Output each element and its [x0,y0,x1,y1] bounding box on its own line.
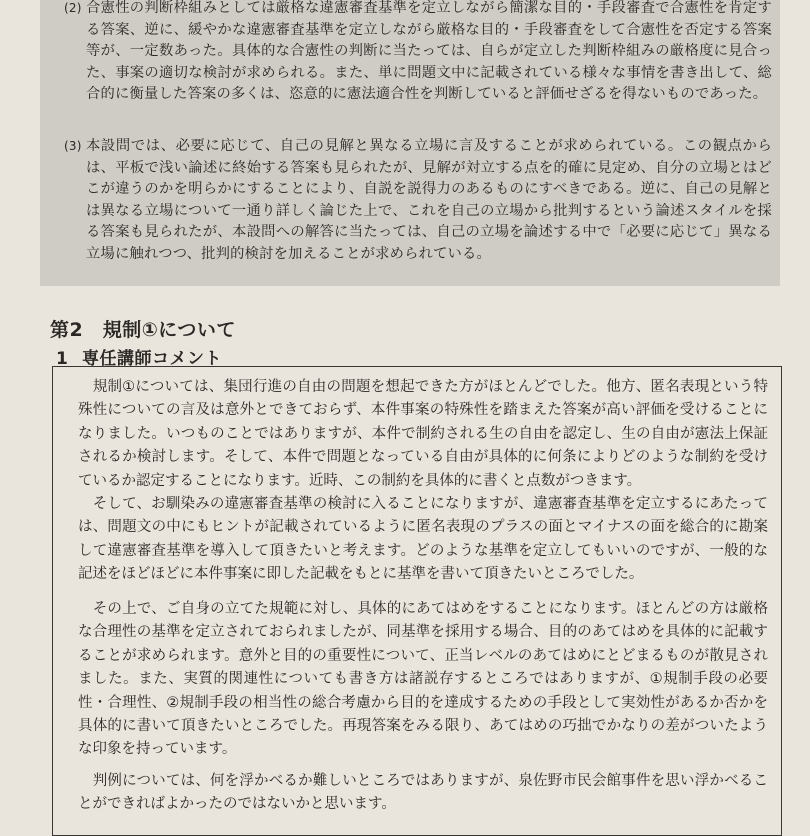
item-text: 合憲性の判断枠組みとしては厳格な違憲審査基準を定立しながら簡潔な目的・手段審査で合憲性を肯定する答案、逆に、緩やかな違憲審査基準を定立しながら厳格な目的・手段審査をして合憲性を否定する答案等が、一定数あった。具体的な合憲性の判断に当たっては、自らが定立した判断枠組みの厳格度に見合った、事案の適切な検討が求められる。また、単に問題文中に記載されている様々な事情を書き出して、総合的に衡量した答案の多くは、恣意的に憲法適合性を判断していると評価せざるを得ないものであった。 [86,0,772,103]
item-text: 本設問では、必要に応じて、自己の見解と異なる立場に言及することが求められている。この観点からは、平板で浅い論述に終始する答案も見られたが、見解が対立する点を的確に見定め、自分の立場とはどこが違うのかを明らかにすることにより、自説を説得力のあるものにすべきである。逆に、自己の見解とは異なる立場について一通り詳しく論じた上で、これを自己の立場から批判するという論述スタイルを採る答案も見られたが、本設問への解答に当たっては、自己の立場を論述する中で「必要に応じて」異なる立場に触れつつ、批判的検討を加えることが求められている。 [86,138,772,262]
examiner-item-2 [64,0,772,106]
comment-paragraph: 規制①については、集団行進の自由の問題を想起できた方がほとんどでした。他方、匿名表現という特殊性についての言及は意外とできておらず、本件事案の特殊性を踏まえた答案が高い評価を受けることになりました。いつものことではありますが、本件で制約される生の自由を認定し、生の自由が憲法上保証されるか検討します。そして、本件で問題となっている自由が具体的に何条によりどのような制約を受けているか認定することになります。近時、この制約を具体的に書くと点数がつきます。 [78,379,768,489]
subsection-label: 専任講師コメント [82,349,222,369]
comment-paragraph: 判例については、何を浮かべるか難しいところではありますが、泉佐野市民会館事件を思い浮かべることができればよかったのではないかと思います。 [78,773,768,813]
subsection-number: 1 [56,349,69,369]
comment-paragraph: そして、お馴染みの違憲審査基準の検討に入ることになりますが、違憲審査基準を定立するにあたっては、問題文の中にもヒントが記載されているように匿名表現のプラスの面とマイナスの面を総合的に勘案して違憲審査基準を導入して頂きたいと考えます。どのような基準を定立してもいいのですが、一般的な記述をほどほどに本件事案に即した記載をもとに基準を書いて頂きたいところでした。 [78,496,768,583]
section-title: 第2 規制①について [50,319,236,341]
item-number: (2) [64,1,82,15]
item-number: (3) [64,139,82,153]
examiner-item-3 [64,136,772,266]
comment-paragraph: その上で、ご自身の立てた規範に対し、具体的にあてはめをすることになります。ほとんどの方は厳格な合理性の基準を定立されておられましたが、同基準を採用する場合、目的のあてはめを具体的に記載することが求められます。意外と目的の重要性について、正当レベルのあてはめにとどまるものが散見されました。また、実質的関連性についても書き方は諸説存するところではありますが、①規制手段の必要性・合理性、②規制手段の相当性の総合考慮から目的を達成するための手段として実効性があるか否かを具体的に書いて頂きたいところでした。再現答案をみる限り、あてはめの巧拙でかなりの差がついたような印象を持っています。 [78,601,768,758]
